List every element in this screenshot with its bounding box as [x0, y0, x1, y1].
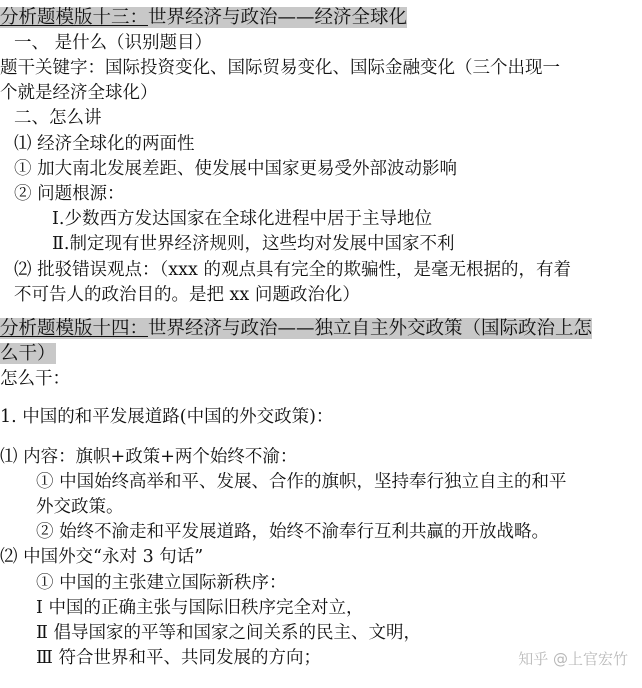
section14-diplomacy-1-b: Ⅱ 倡导国家的平等和国家之间关系的民主、文明， — [36, 623, 421, 643]
section13-point-2-line2: 不可告人的政治目的。是把 xx 问题政治化） — [14, 285, 360, 305]
section14-item-1: 1. 中国的和平发展道路(中国的外交政策)： — [0, 407, 334, 427]
section14-title-line2 — [0, 342, 56, 365]
section14-title-line2-text: 么干） — [0, 343, 56, 364]
section14-diplomacy-1-c: Ⅲ 符合世界和平、共同发展的方向； — [36, 648, 321, 668]
section13-keywords-line1: 题干关键字：国际投资变化、国际贸易变化、国际金融变化（三个出现一 — [0, 58, 560, 78]
section14-title — [0, 317, 592, 340]
section13-title-rest: 世界经济与政治——经济全球化 — [148, 7, 408, 28]
section13-point-2-line1: ⑵ 批驳错误观点：（xxx 的观点具有完全的欺骗性，是毫无根据的，有着 — [14, 260, 571, 280]
section14-how: 怎么干： — [0, 369, 70, 389]
section13-point-1-item-1: ① 加大南北发展差距、使发展中国家更易受外部波动影响 — [14, 159, 458, 179]
section13-point-1-item-2: ② 问题根源： — [14, 184, 125, 204]
section13-question-2: 二、怎么讲 — [14, 108, 102, 128]
section13-title-prefix: 分析题模版十三： — [0, 7, 149, 28]
section13-root-cause-2: Ⅱ.制定现有世界经济规则，这些均对发展中国家不利 — [52, 234, 455, 254]
section13-keywords-line2: 个就是经济全球化） — [0, 83, 158, 103]
section14-diplomacy-1-a: Ⅰ 中国的正确主张与国际旧秩序完全对立， — [36, 598, 364, 618]
section14-content-1-line1: ① 中国始终高举和平、发展、合作的旗帜，坚持奉行独立自主的和平 — [36, 472, 567, 492]
section14-content-1-line2: 外交政策。 — [36, 497, 124, 517]
section14-content-2: ② 始终不渝走和平发展道路，始终不渝奉行互利共赢的开放战略。 — [36, 522, 550, 542]
section13-question-1: 一、 是什么（识别题目） — [14, 33, 213, 53]
section14-title-prefix: 分析题模版十四： — [0, 318, 149, 339]
section14-diplomacy-1: ① 中国的主张建立国际新秩序： — [36, 573, 287, 593]
section14-content: ⑴ 内容：旗帜+政策+两个始终不渝： — [0, 447, 298, 467]
watermark: 知乎 @上官宏竹 — [518, 650, 628, 668]
section13-point-1: ⑴ 经济全球化的两面性 — [14, 134, 195, 154]
section13-root-cause-1: Ⅰ.少数西方发达国家在全球化进程中居于主导地位 — [52, 209, 432, 229]
section13-title — [0, 6, 407, 29]
section14-title-rest: 世界经济与政治——独立自主外交政策（国际政治上怎 — [148, 318, 593, 339]
section14-diplomacy: ⑵ 中国外交“永对 3 句话” — [0, 547, 204, 567]
